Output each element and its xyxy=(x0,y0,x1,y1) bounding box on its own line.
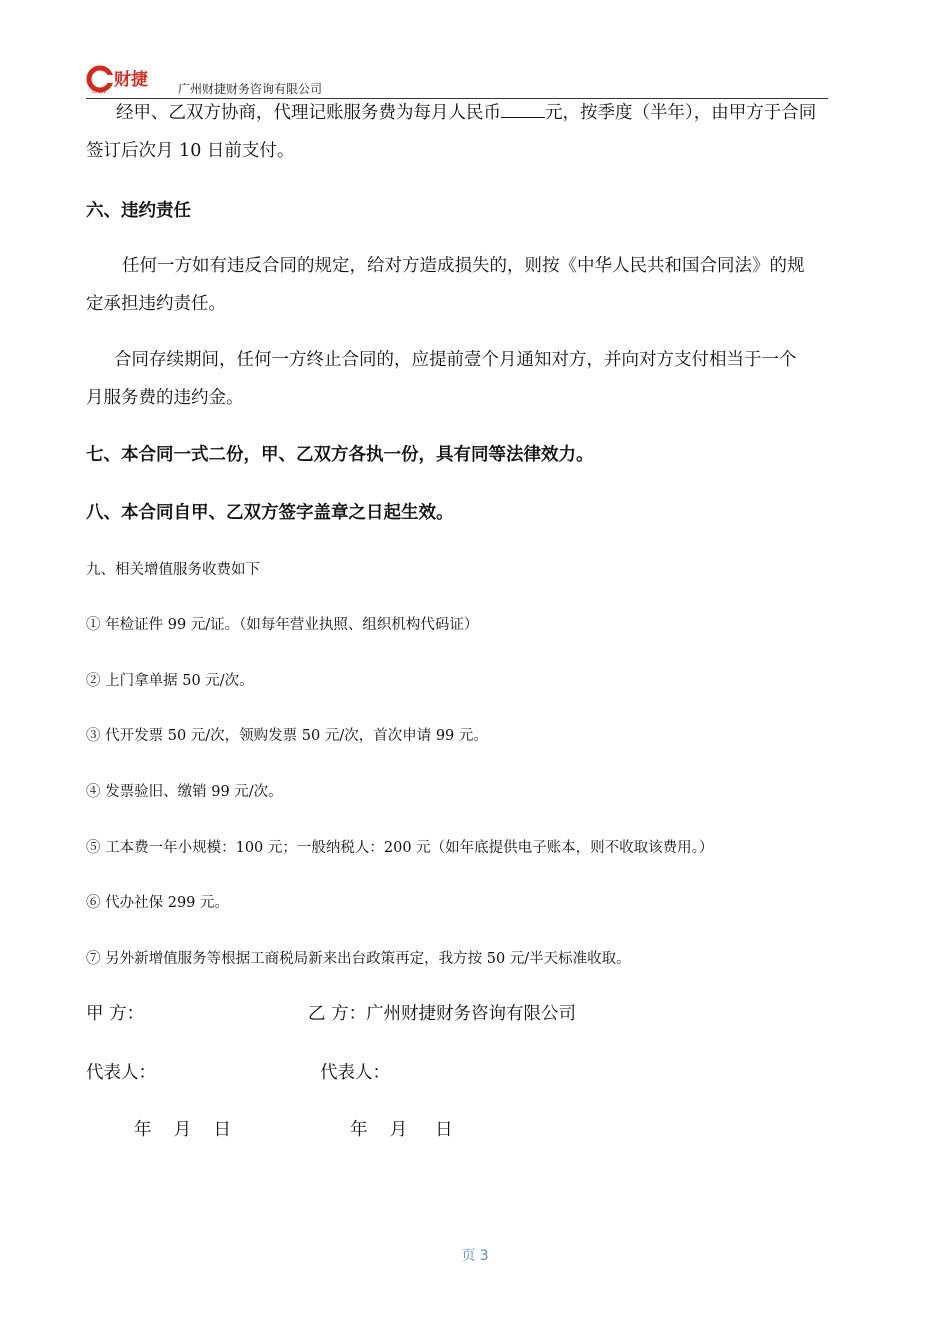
rep-b-label: 代表人： xyxy=(320,1063,390,1083)
date-a: 年 月 日 xyxy=(134,1120,232,1140)
fee-amount-blank xyxy=(501,101,545,118)
section-6-p2-line1: 合同存续期间，任何一方终止合同的，应提前壹个月通知对方，并向对方支付相当于一个 xyxy=(114,350,797,370)
service-item: ⑤ 工本费一年小规模：100 元；一般纳税人：200 元（如年底提供电子账本，则不收取该费用。） xyxy=(86,840,714,856)
service-item: ⑥ 代办社保 299 元。 xyxy=(86,895,230,911)
company-logo xyxy=(86,64,170,94)
party-a-label: 甲 方： xyxy=(86,1004,145,1024)
fee-paragraph xyxy=(86,94,856,170)
service-item: ⑦ 另外新增值服务等根据工商税局新来出台政策再定，我方按 50 元/半天标准收取。 xyxy=(86,951,631,967)
section-9-title: 九、相关增值服务收费如下 xyxy=(86,562,260,578)
section-6-title: 六、违约责任 xyxy=(86,201,191,221)
service-item: ③ 代开发票 50 元/次，领购发票 50 元/次，首次申请 99 元。 xyxy=(86,728,488,744)
section-6-p1-line2: 定承担违约责任。 xyxy=(86,294,226,314)
fee-text-start: 经甲、乙双方协商，代理记账服务费为每月人民币 xyxy=(116,103,501,123)
party-b-label: 乙 方：广州财捷财务咨询有限公司 xyxy=(308,1004,577,1024)
service-item: ② 上门拿单据 50 元/次。 xyxy=(86,673,254,689)
logo-text: 财捷 xyxy=(114,70,148,90)
page-number: 页 3 xyxy=(461,1248,489,1264)
section-6-p1-line1: 任何一方如有违反合同的规定，给对方造成损失的，则按《中华人民共和国合同法》的规 xyxy=(122,256,805,276)
section-8-title: 八、本合同自甲、乙双方签字盖章之日起生效。 xyxy=(86,503,454,523)
section-6-paragraph-1 xyxy=(86,247,856,323)
fee-text-line2: 签订后次月 10 日前支付。 xyxy=(86,141,295,161)
service-item: ① 年检证件 99 元/证。（如每年营业执照、组织机构代码证） xyxy=(86,617,479,633)
section-6-p2-line2: 月服务费的违约金。 xyxy=(86,388,244,408)
date-b: 年 月 日 xyxy=(350,1120,453,1140)
header-company-name: 广州财捷财务咨询有限公司 xyxy=(178,82,323,96)
section-7-title: 七、本合同一式二份，甲、乙双方各执一份，具有同等法律效力。 xyxy=(86,445,594,465)
service-item: ④ 发票验旧、缴销 99 元/次。 xyxy=(86,784,283,800)
logo-subtext: CAIJIE xyxy=(92,89,107,94)
section-6-paragraph-2 xyxy=(86,341,856,417)
fee-text-end: 元，按季度（半年），由甲方于合同 xyxy=(545,103,817,123)
rep-a-label: 代表人： xyxy=(86,1063,156,1083)
